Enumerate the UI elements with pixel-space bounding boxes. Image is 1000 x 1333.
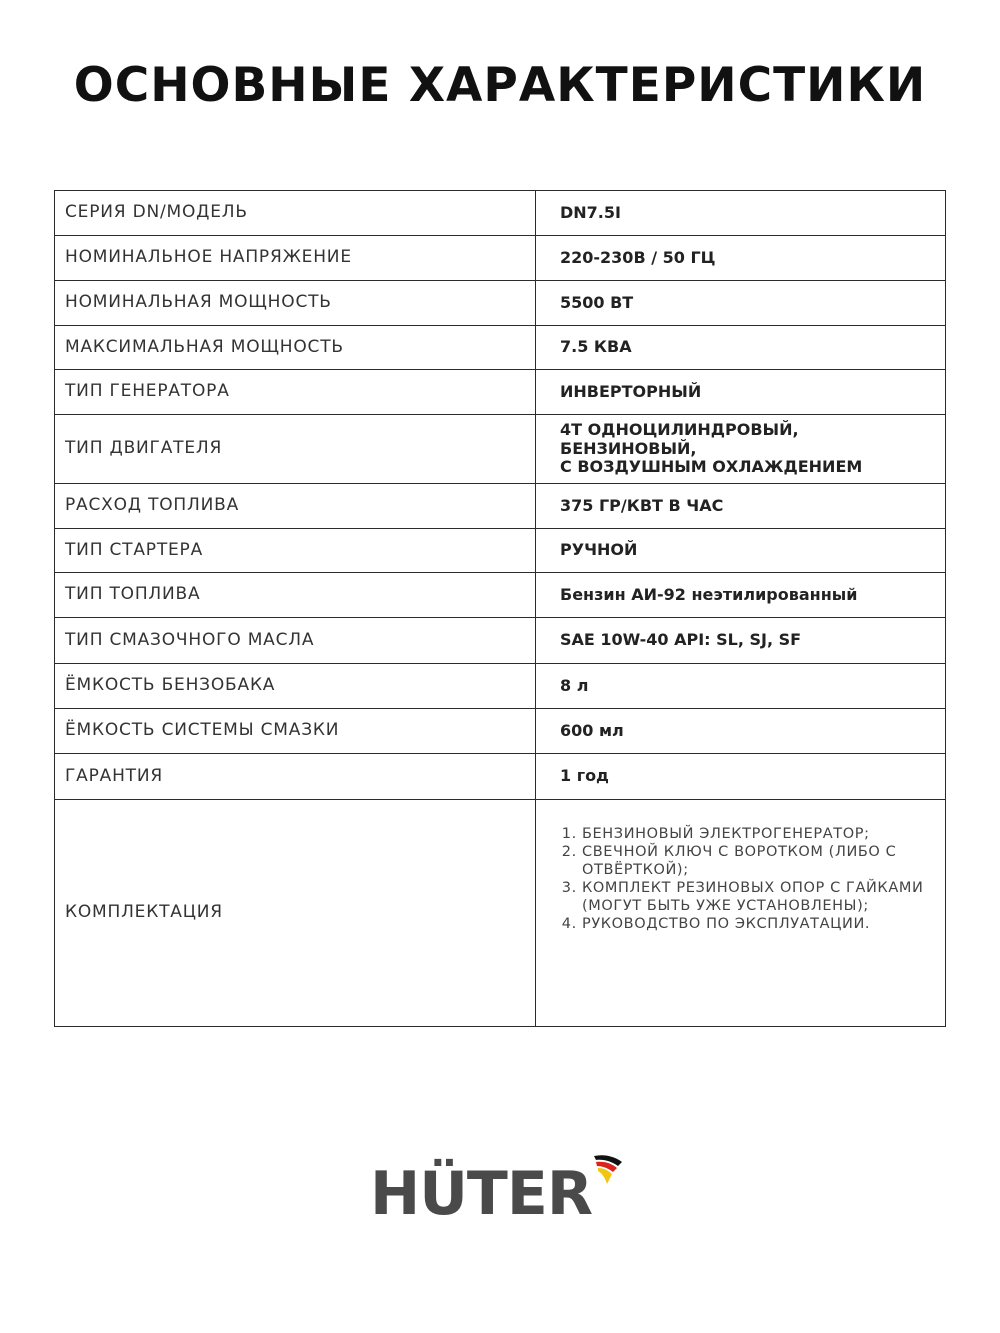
spec-value: 600 мл	[536, 709, 946, 754]
spec-label: ТИП ГЕНЕРАТОРА	[55, 370, 536, 415]
flag-stripe-gold	[598, 1168, 612, 1184]
table-row	[55, 484, 946, 529]
spec-value	[536, 415, 946, 484]
table-row	[55, 618, 946, 664]
list-item: 3. КОМПЛЕКТ РЕЗИНОВЫХ ОПОР С ГАЙКАМИ (МОГУТ БЫТЬ УЖЕ УСТАНОВЛЕНЫ);	[582, 879, 927, 915]
spec-label: ТИП СТАРТЕРА	[55, 529, 536, 573]
spec-value: 220-230В / 50 ГЦ	[536, 236, 946, 281]
list-item: 2. СВЕЧНОЙ КЛЮЧ С ВОРОТКОМ (ЛИБО С ОТВЁРТКОЙ);	[582, 843, 927, 879]
spec-value: SAE 10W-40 API: SL, SJ, SF	[536, 618, 946, 664]
spec-value: ИНВЕРТОРНЫЙ	[536, 370, 946, 415]
table-row	[55, 709, 946, 754]
german-flag-icon	[588, 1154, 624, 1186]
table-row	[55, 529, 946, 573]
kit-label: КОМПЛЕКТАЦИЯ	[55, 800, 536, 1027]
table-row	[55, 573, 946, 618]
spec-value: Бензин АИ-92 неэтилированный	[536, 573, 946, 618]
table-row	[55, 370, 946, 415]
spec-value: 5500 ВТ	[536, 281, 946, 326]
spec-label: ЁМКОСТЬ СИСТЕМЫ СМАЗКИ	[55, 709, 536, 754]
kit-cell	[536, 800, 946, 1027]
spec-label: МАКСИМАЛЬНАЯ МОЩНОСТЬ	[55, 326, 536, 370]
spec-label: РАСХОД ТОПЛИВА	[55, 484, 536, 529]
table-row	[55, 191, 946, 236]
spec-value: DN7.5I	[536, 191, 946, 236]
spec-value-line: С ВОЗДУШНЫМ ОХЛАЖДЕНИЕМ	[560, 457, 863, 477]
table-row	[55, 800, 946, 1027]
table-row	[55, 754, 946, 800]
spec-value: 7.5 КВА	[536, 326, 946, 370]
table-row	[55, 281, 946, 326]
spec-label: ТИП ТОПЛИВА	[55, 573, 536, 618]
table-row	[55, 326, 946, 370]
kit-list	[536, 825, 927, 934]
spec-value: 375 ГР/КВТ В ЧАС	[536, 484, 946, 529]
spec-label: ТИП СМАЗОЧНОГО МАСЛА	[55, 618, 536, 664]
spec-label: ГАРАНТИЯ	[55, 754, 536, 800]
spec-table	[54, 190, 946, 1027]
table-row	[55, 236, 946, 281]
spec-label: ТИП ДВИГАТЕЛЯ	[55, 415, 536, 484]
table-row	[55, 415, 946, 484]
table-row	[55, 664, 946, 709]
huter-logo	[370, 1150, 630, 1230]
list-item: 1. БЕНЗИНОВЫЙ ЭЛЕКТРОГЕНЕРАТОР;	[582, 825, 927, 843]
spec-label: НОМИНАЛЬНОЕ НАПРЯЖЕНИЕ	[55, 236, 536, 281]
spec-value: РУЧНОЙ	[536, 529, 946, 573]
spec-value-line: 4Т ОДНОЦИЛИНДРОВЫЙ, БЕНЗИНОВЫЙ,	[560, 420, 799, 458]
page-title: ОСНОВНЫЕ ХАРАКТЕРИСТИКИ	[73, 58, 927, 113]
spec-value: 1 год	[536, 754, 946, 800]
logo-text: HÜTER	[370, 1159, 593, 1229]
spec-label: НОМИНАЛЬНАЯ МОЩНОСТЬ	[55, 281, 536, 326]
spec-label: СЕРИЯ DN/МОДЕЛЬ	[55, 191, 536, 236]
spec-value: 8 л	[536, 664, 946, 709]
list-item: 4. РУКОВОДСТВО ПО ЭКСПЛУАТАЦИИ.	[582, 915, 927, 933]
spec-label: ЁМКОСТЬ БЕНЗОБАКА	[55, 664, 536, 709]
